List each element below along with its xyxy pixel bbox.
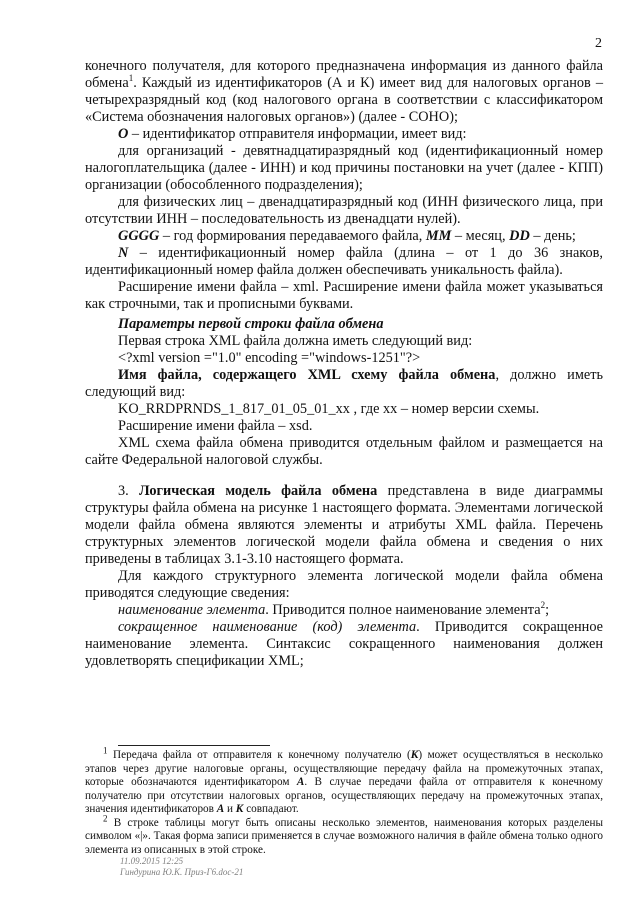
paragraph-element-info: Для каждого структурного элемента логической модели файла обмена приводятся следующие сведения: xyxy=(85,568,603,601)
paragraph-individuals: для физических лиц – двенадцатиразрядный код (ИНН физического лица, при отсутствии ИНН – последовательность из двенадцати нулей). xyxy=(85,194,603,227)
paragraph-xsd-extension: Расширение имени файла – xsd. xyxy=(118,418,313,434)
schema-filename: KO_RRDPRNDS_1_817_01_05_01_xx , где xx – номер версии схемы. xyxy=(118,401,540,417)
footnote-separator xyxy=(118,745,270,746)
footnotes xyxy=(85,745,604,857)
paragraph-extension: Расширение имени файла – xml. Расширение имени файла может указываться как строчными, так и прописными буквами. xyxy=(85,279,603,312)
stamp-author: Гиндурина Ю.К. Приз-Г6.doc-21 xyxy=(120,867,244,877)
xml-declaration: <?xml version ="1.0" encoding ="windows-1251"?> xyxy=(118,350,421,366)
page-number: 2 xyxy=(595,36,602,51)
paragraph-recipient: конечного получателя, для которого предназначена информация из данного файла обмена$^1$. Каждый из идентификаторов (А и К) имеет вид для налоговых органов – четырехразрядный код (код налогового органа в соответствии с классификатором «Система обозначения налоговых органов») (далее - СОНО); xyxy=(85,58,603,125)
footnote-ref-1: 1 xyxy=(128,73,134,84)
paragraph-element-code: сокращенное наименование (код) элемента. Приводится сокращенное наименование элемента. Синтаксис сокращенного наименования должен удовлетворять спецификации XML; xyxy=(85,619,604,669)
paragraph-element-name: наименование элемента. Приводится полное наименование элемента$^2$; xyxy=(118,600,550,618)
paragraph-date-format: GGGG – год формирования передаваемого файла, MM – месяц, DD – день; xyxy=(118,228,576,244)
paragraph-sender-id: O – идентификатор отправителя информации, имеет вид: xyxy=(118,126,467,142)
paragraph-organizations: для организаций - девятнадцатиразрядный код (идентификационный номер налогоплательщика (далее - ИНН) и код причины постановки на учет (далее - КПП) организации (обособленного подразделения); xyxy=(85,143,603,193)
paragraph-first-line: Первая строка XML файла должна иметь следующий вид: xyxy=(118,333,473,349)
footnote-2: $^2$ В строке таблицы могут быть описаны несколько элементов, наименования которых разделены символом «|». Такая форма записи применяется в случае возможного наличия в файле обмена только одного элемента из описанных в этой строке. xyxy=(85,812,603,856)
footnote-ref-2: 2 xyxy=(540,600,546,611)
print-stamp xyxy=(120,856,243,878)
paragraph-logical-model: 3. Логическая модель файла обмена представлена в виде диаграммы структуры файла обмена на рисунке 1 настоящего формата. Элементами логической модели файла обмена являются элементы и атрибуты XML файла. Перечень структурных элементов логической модели файла обмена и сведения о них приведены в таблицах 3.1-3.10 настоящего формата. xyxy=(85,483,604,567)
stamp-date: 11.09.2015 12:25 xyxy=(120,856,184,866)
section-heading-first-line: Параметры первой строки файла обмена xyxy=(118,316,384,332)
footnote-1: $^1$ Передача файла от отправителя к конечному получателю (К) может осуществляться в несколько этапов через другие налоговые органы, осуществляющие передачу файла на промежуточных этапах, которые обозначаются идентификатором А. В случае передачи файла от отправителя к конечному получателю при отсутствии налоговых органов, осуществляющих передачу на промежуточных этапах, значения идентификаторов А и К совпадают. xyxy=(85,745,604,815)
paragraph-schema-location: XML схема файла обмена приводится отдельным файлом и размещается на сайте Федеральной налоговой службы. xyxy=(85,435,603,468)
paragraph-file-id: N – идентификационный номер файла (длина – от 1 до 36 знаков, идентификационный номер файла должен обеспечивать уникальность файла). xyxy=(85,245,603,278)
paragraph-schema-name: Имя файла, содержащего XML схему файла обмена, должно иметь следующий вид: xyxy=(85,367,603,400)
document-body xyxy=(85,58,603,670)
